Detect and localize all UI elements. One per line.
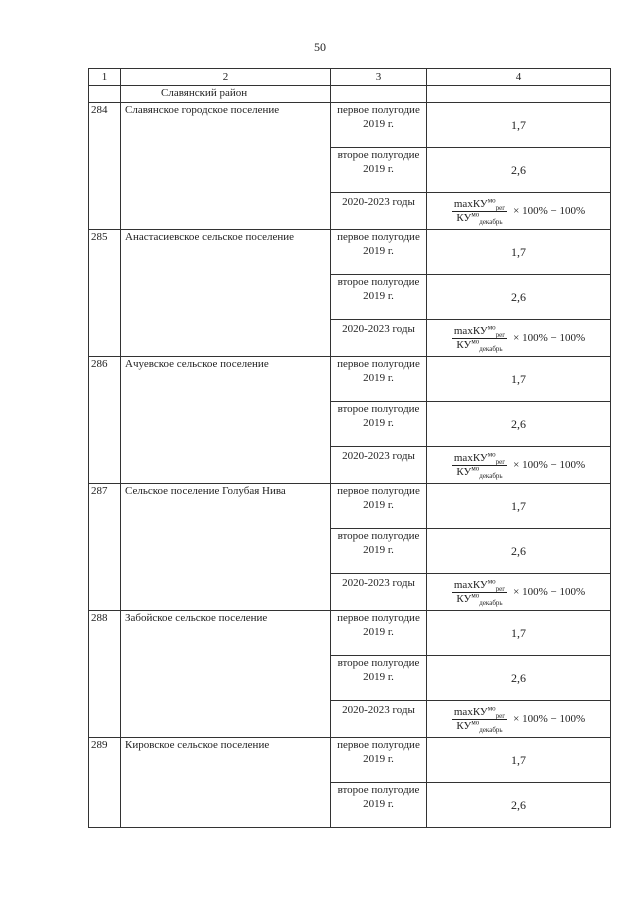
district-period-cell (331, 86, 427, 103)
district-num-cell (89, 86, 121, 103)
formula-numerator (452, 449, 507, 466)
numerator-sub: рег (495, 203, 506, 212)
settlement-name: Сельское поселение Голубая Нива (121, 484, 331, 611)
index-value: 1,7 (427, 230, 611, 275)
formula-denominator (454, 336, 504, 353)
period-label: второе полугодие 2019 г. (331, 656, 427, 701)
formula-tail: × 100% − 100% (513, 332, 586, 344)
denominator-sub: декабрь (479, 471, 503, 480)
numerator-sup: мо (487, 703, 496, 712)
formula-tail: × 100% − 100% (513, 586, 586, 598)
formula-denominator (454, 590, 504, 607)
settlement-number: 288 (89, 611, 121, 738)
formula-cell (427, 447, 611, 484)
period-label: первое полугодие 2019 г. (331, 738, 427, 783)
numerator-sup: мо (487, 322, 496, 331)
district-value-cell (427, 86, 611, 103)
index-formula (431, 449, 606, 480)
numerator-text: maxКУ (453, 578, 488, 591)
formula-numerator (452, 576, 507, 593)
period-label: первое полугодие 2019 г. (331, 230, 427, 275)
denominator-sup: мо (471, 463, 480, 472)
period-label: 2020-2023 годы (331, 574, 427, 611)
denominator-text: КУ (456, 338, 472, 351)
index-value: 2,6 (427, 275, 611, 320)
table-row (89, 611, 611, 656)
settlement-name: Кировское сельское поселение (121, 738, 331, 828)
formula-fraction (452, 449, 507, 480)
formula-fraction (452, 195, 507, 226)
period-label: 2020-2023 годы (331, 701, 427, 738)
denominator-text: КУ (456, 465, 472, 478)
denominator-text: КУ (456, 592, 472, 605)
index-value: 2,6 (427, 783, 611, 828)
period-label: первое полугодие 2019 г. (331, 611, 427, 656)
index-value: 1,7 (427, 103, 611, 148)
denominator-sub: декабрь (479, 725, 503, 734)
formula-fraction (452, 322, 507, 353)
header-row (89, 69, 611, 86)
formula-denominator (454, 717, 504, 734)
numerator-sup: мо (487, 195, 496, 204)
settlement-number: 286 (89, 357, 121, 484)
period-label: второе полугодие 2019 г. (331, 529, 427, 574)
settlement-number: 289 (89, 738, 121, 828)
numerator-text: maxКУ (453, 451, 488, 464)
denominator-sup: мо (471, 209, 480, 218)
table-row (89, 230, 611, 275)
numerator-text: maxКУ (453, 324, 488, 337)
denominator-text: КУ (456, 211, 472, 224)
index-formula (431, 322, 606, 353)
settlement-number: 284 (89, 103, 121, 230)
page-number: 50 (314, 40, 326, 54)
period-label: первое полугодие 2019 г. (331, 484, 427, 529)
formula-denominator (454, 209, 504, 226)
table-row (89, 357, 611, 402)
numerator-sub: рег (495, 584, 506, 593)
district-row (89, 86, 611, 103)
header-col-2: 2 (121, 69, 331, 86)
formula-numerator (452, 195, 507, 212)
settlement-name: Анастасиевское сельское поселение (121, 230, 331, 357)
index-value: 1,7 (427, 611, 611, 656)
settlement-name: Славянское городское поселение (121, 103, 331, 230)
index-value: 1,7 (427, 357, 611, 402)
district-name: Славянский район (121, 86, 331, 103)
formula-numerator (452, 703, 507, 720)
numerator-sub: рег (495, 330, 506, 339)
denominator-sub: декабрь (479, 217, 503, 226)
formula-cell (427, 320, 611, 357)
settlement-number: 285 (89, 230, 121, 357)
formula-numerator (452, 322, 507, 339)
header-col-3: 3 (331, 69, 427, 86)
settlement-name: Ачуевское сельское поселение (121, 357, 331, 484)
numerator-sup: мо (487, 576, 496, 585)
index-value: 2,6 (427, 148, 611, 193)
denominator-sup: мо (471, 717, 480, 726)
period-label: 2020-2023 годы (331, 447, 427, 484)
header-col-1: 1 (89, 69, 121, 86)
period-label: второе полугодие 2019 г. (331, 148, 427, 193)
period-label: 2020-2023 годы (331, 193, 427, 230)
period-label: 2020-2023 годы (331, 320, 427, 357)
formula-fraction (452, 576, 507, 607)
index-formula (431, 576, 606, 607)
table-row (89, 484, 611, 529)
index-formula (431, 703, 606, 734)
index-value: 2,6 (427, 656, 611, 701)
formula-tail: × 100% − 100% (513, 205, 586, 217)
numerator-sub: рег (495, 457, 506, 466)
denominator-text: КУ (456, 719, 472, 732)
settlements-table (88, 68, 611, 828)
numerator-sup: мо (487, 449, 496, 458)
index-value: 1,7 (427, 484, 611, 529)
formula-cell (427, 701, 611, 738)
header-col-4: 4 (427, 69, 611, 86)
denominator-sub: декабрь (479, 344, 503, 353)
formula-tail: × 100% − 100% (513, 459, 586, 471)
formula-cell (427, 574, 611, 611)
period-label: второе полугодие 2019 г. (331, 783, 427, 828)
numerator-text: maxКУ (453, 197, 488, 210)
period-label: первое полугодие 2019 г. (331, 357, 427, 402)
formula-tail: × 100% − 100% (513, 713, 586, 725)
denominator-sup: мо (471, 590, 480, 599)
formula-fraction (452, 703, 507, 734)
index-formula (431, 195, 606, 226)
table-row (89, 103, 611, 148)
period-label: первое полугодие 2019 г. (331, 103, 427, 148)
index-value: 2,6 (427, 402, 611, 447)
index-value: 1,7 (427, 738, 611, 783)
table-row (89, 738, 611, 783)
index-value: 2,6 (427, 529, 611, 574)
numerator-text: maxКУ (453, 705, 488, 718)
formula-cell (427, 193, 611, 230)
period-label: второе полугодие 2019 г. (331, 402, 427, 447)
settlement-number: 287 (89, 484, 121, 611)
denominator-sub: декабрь (479, 598, 503, 607)
period-label: второе полугодие 2019 г. (331, 275, 427, 320)
denominator-sup: мо (471, 336, 480, 345)
formula-denominator (454, 463, 504, 480)
settlement-name: Забойское сельское поселение (121, 611, 331, 738)
numerator-sub: рег (495, 711, 506, 720)
